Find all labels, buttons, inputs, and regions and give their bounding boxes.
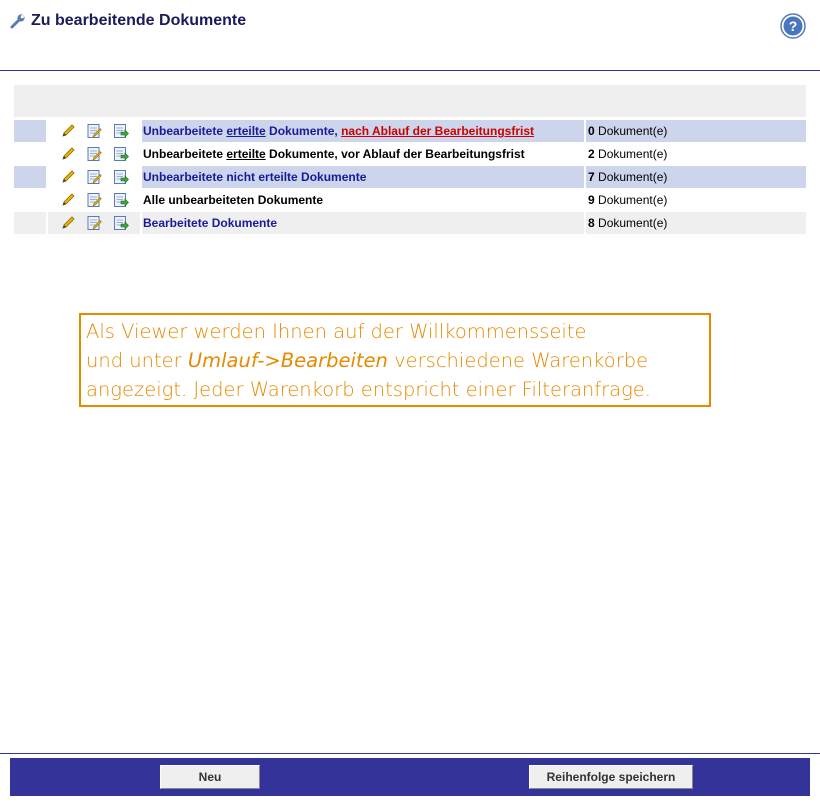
title-area	[10, 12, 246, 30]
edit-document-icon[interactable]	[86, 123, 102, 139]
pencil-icon[interactable]	[60, 192, 76, 208]
table-row	[14, 212, 806, 235]
table-row	[14, 166, 806, 189]
export-document-icon[interactable]	[113, 192, 129, 208]
pencil-icon[interactable]	[60, 146, 76, 162]
pencil-icon[interactable]	[60, 123, 76, 139]
annotation-line: angezeigt. Jeder Warenkorb entspricht einer Filteranfrage.	[86, 378, 652, 401]
row-actions	[48, 189, 140, 211]
basket-link-overdue[interactable]: Unbearbeitete erteilte Dokumente, nach Ablauf der Bearbeitungsfrist	[143, 124, 534, 138]
document-count: 2 Dokument(e)	[588, 147, 668, 161]
basket-link-all-unprocessed[interactable]: Alle unbearbeiteten Dokumente	[143, 193, 324, 207]
edit-document-icon[interactable]	[86, 192, 102, 208]
page-header	[0, 0, 820, 71]
page-title: Zu bearbeitende Dokumente	[31, 12, 247, 29]
footer-divider	[0, 753, 820, 754]
pencil-icon[interactable]	[60, 215, 76, 231]
annotation-line: und unter Umlauf->Bearbeiten verschiedene Warenkörbe	[86, 349, 649, 372]
row-actions	[48, 143, 140, 165]
row-actions	[48, 212, 140, 234]
table-row	[14, 120, 806, 143]
export-document-icon[interactable]	[113, 215, 129, 231]
table-row	[14, 189, 806, 212]
save-order-button[interactable]: Reihenfolge speichern	[529, 765, 693, 789]
new-button[interactable]: Neu	[160, 765, 260, 789]
edit-document-icon[interactable]	[86, 169, 102, 185]
edit-document-icon[interactable]	[86, 146, 102, 162]
help-icon[interactable]	[780, 13, 806, 39]
basket-list	[14, 120, 806, 235]
table-header-bar	[14, 85, 806, 117]
export-document-icon[interactable]	[113, 169, 129, 185]
pencil-icon[interactable]	[60, 169, 76, 185]
wrench-icon	[10, 13, 26, 29]
document-count: 0 Dokument(e)	[588, 124, 668, 138]
document-count: 7 Dokument(e)	[588, 170, 668, 184]
export-document-icon[interactable]	[113, 146, 129, 162]
row-actions	[48, 120, 140, 142]
edit-document-icon[interactable]	[86, 215, 102, 231]
table-row	[14, 143, 806, 166]
help-icon-glyph: ?	[788, 18, 798, 34]
export-document-icon[interactable]	[113, 123, 129, 139]
basket-link-processed[interactable]: Bearbeitete Dokumente	[143, 216, 278, 230]
document-count: 9 Dokument(e)	[588, 193, 668, 207]
footer-bar	[10, 758, 810, 796]
header-divider	[0, 70, 820, 71]
basket-link-in-time[interactable]: Unbearbeitete erteilte Dokumente, vor Ablauf der Bearbeitungsfrist	[143, 147, 525, 161]
document-count: 8 Dokument(e)	[588, 216, 668, 230]
row-actions	[48, 166, 140, 188]
annotation-line: Als Viewer werden Ihnen auf der Willkommensseite	[86, 320, 587, 343]
basket-link-not-granted[interactable]: Unbearbeitete nicht erteilte Dokumente	[143, 170, 367, 184]
annotation-callout	[79, 313, 711, 407]
